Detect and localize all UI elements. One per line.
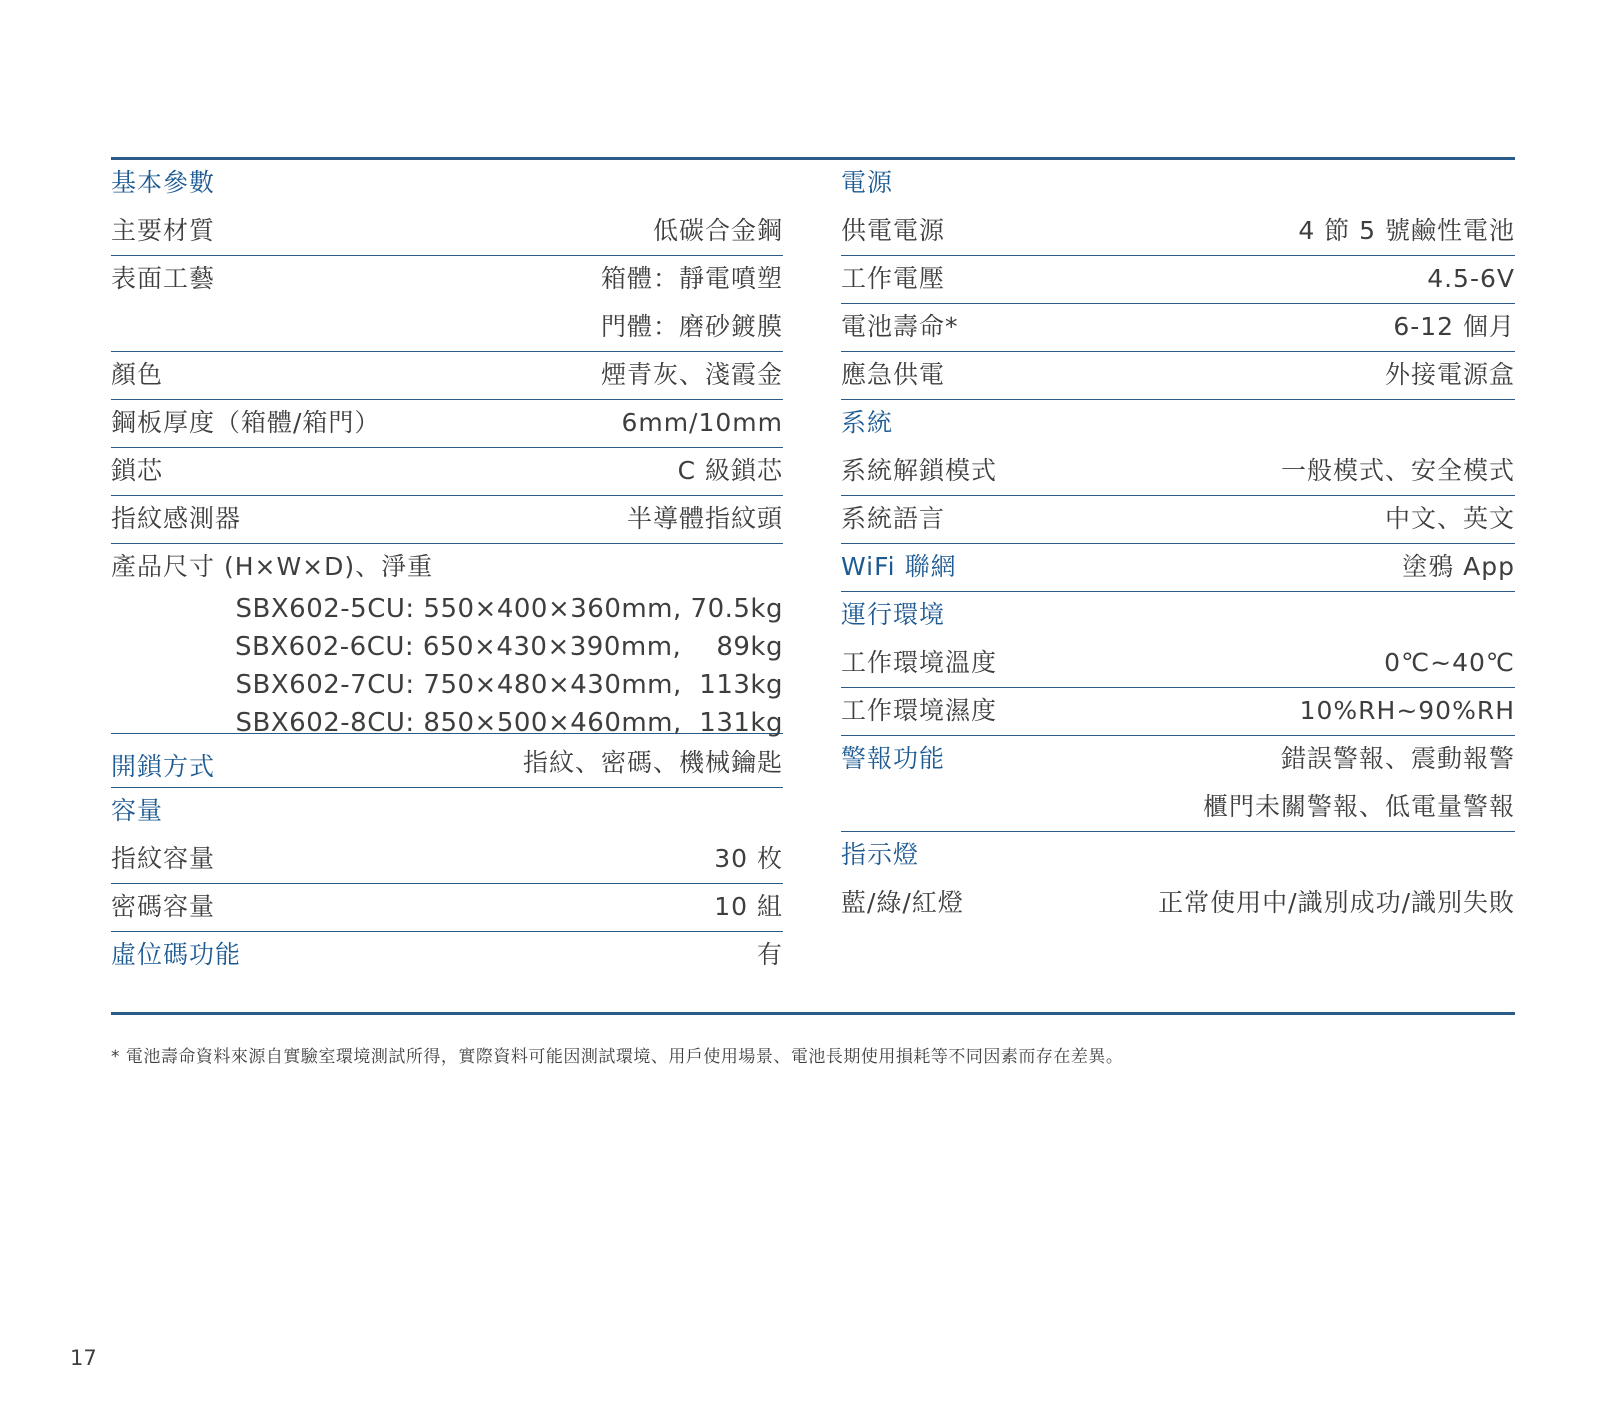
spec-row-virtual-code — [111, 932, 783, 980]
spec-value: 6-12 個月 — [1393, 312, 1515, 341]
spec-value: 有 — [756, 940, 783, 969]
spec-row-voltage — [841, 256, 1515, 304]
spec-value: 正常使用中/識別成功/識別失敗 — [1158, 888, 1515, 917]
spec-label: 產品尺寸 (H×W×D)、淨重 — [111, 552, 434, 581]
spec-row-unlock-mode — [841, 448, 1515, 496]
dimension-line: SBX602-5CU: 550×400×360mm, 70.5kg — [235, 594, 783, 624]
bottom-rule — [111, 1012, 1515, 1015]
spec-label: 工作環境溫度 — [841, 648, 998, 677]
section-header-indicator: 指示燈 — [841, 840, 920, 869]
spec-value: 10 組 — [714, 892, 783, 921]
spec-row-unlock-method — [111, 734, 783, 788]
spec-label: 密碼容量 — [111, 892, 216, 921]
dimension-line: SBX602-7CU: 750×480×430mm, 113kg — [235, 670, 783, 700]
spec-row-humidity — [841, 688, 1515, 736]
spec-value: 半導體指紋頭 — [626, 504, 783, 533]
spec-value: 塗鴉 App — [1402, 552, 1515, 581]
spec-value-group — [601, 264, 783, 360]
spec-value: 4.5-6V — [1427, 264, 1515, 293]
spec-label: 指紋容量 — [111, 844, 216, 873]
spec-row-emergency-power — [841, 352, 1515, 400]
spec-row-battery-life — [841, 304, 1515, 352]
spec-value: 4 節 5 號鹼性電池 — [1298, 216, 1515, 245]
spec-label: 虛位碼功能 — [111, 940, 242, 969]
spec-row-thickness — [111, 400, 783, 448]
spec-value: 門體：磨砂鍍膜 — [600, 312, 783, 341]
spec-value: 低碳合金鋼 — [652, 216, 783, 245]
section-header-environment: 運行環境 — [841, 600, 946, 629]
spec-label: 鎖芯 — [111, 456, 164, 485]
spec-label: 顏色 — [111, 360, 164, 389]
dimension-line: SBX602-6CU: 650×430×390mm, 89kg — [235, 632, 783, 662]
spec-row-temperature — [841, 640, 1515, 688]
spec-label: 藍/綠/紅燈 — [841, 888, 964, 917]
spec-value: 錯誤警報、震動報警 — [1280, 744, 1515, 773]
section-header-capacity: 容量 — [111, 796, 164, 825]
dimension-lines — [111, 590, 783, 742]
spec-row-fingerprint-sensor — [111, 496, 783, 544]
spec-value: 30 枚 — [714, 844, 783, 873]
spec-label: 供電電源 — [841, 216, 946, 245]
footnote: * 電池壽命資料來源自實驗室環境測試所得，實際資料可能因測試環境、用戶使用場景、電池長期使用損耗等不同因素而存在差異。 — [111, 1047, 1124, 1067]
spec-value: 櫃門未關警報、低電量警報 — [1202, 792, 1515, 821]
spec-row-material — [111, 208, 783, 256]
spec-row-language — [841, 496, 1515, 544]
spec-label: 系統解鎖模式 — [841, 456, 998, 485]
spec-row-wifi — [841, 544, 1515, 592]
spec-value: 6mm/10mm — [621, 408, 783, 437]
spec-label: 鋼板厚度（箱體/箱門） — [111, 408, 381, 437]
spec-label: 工作環境濕度 — [841, 696, 998, 725]
spec-label: 系統語言 — [841, 504, 946, 533]
spec-label: 警報功能 — [841, 744, 946, 773]
section-header-basic: 基本參數 — [111, 168, 216, 197]
spec-row-lock-core — [111, 448, 783, 496]
spec-row-power-supply — [841, 208, 1515, 256]
spec-value: 箱體：靜電噴塑 — [600, 264, 783, 293]
spec-label: 電池壽命* — [841, 312, 959, 341]
spec-label: 工作電壓 — [841, 264, 946, 293]
spec-row-fingerprint-capacity — [111, 836, 783, 884]
section-header-system: 系統 — [841, 408, 894, 437]
spec-row-alarm — [841, 736, 1515, 832]
spec-row-password-capacity — [111, 884, 783, 932]
page-number: 17 — [70, 1346, 97, 1370]
spec-row-color — [111, 352, 783, 400]
spec-label: 應急供電 — [841, 360, 946, 389]
spec-row-surface — [111, 256, 783, 352]
spec-row-lights — [841, 880, 1515, 928]
spec-label: 主要材質 — [111, 216, 216, 245]
spec-label: 表面工藝 — [111, 264, 216, 293]
dimension-line: SBX602-8CU: 850×500×460mm, 131kg — [235, 708, 783, 738]
spec-label: WiFi 聯網 — [841, 552, 957, 581]
spec-value-group — [1203, 744, 1515, 840]
spec-value: C 級鎖芯 — [677, 456, 783, 485]
left-spec-column — [111, 160, 783, 980]
spec-label: 開鎖方式 — [111, 752, 216, 781]
spec-value: 指紋、密碼、機械鑰匙 — [522, 748, 783, 777]
section-header-power: 電源 — [841, 168, 894, 197]
spec-value: 一般模式、安全模式 — [1280, 456, 1515, 485]
spec-value: 0℃~40℃ — [1384, 648, 1515, 677]
spec-value: 10%RH~90%RH — [1299, 696, 1515, 725]
spec-value: 中文、英文 — [1384, 504, 1515, 533]
spec-row-dimensions — [111, 544, 783, 738]
spec-label: 指紋感測器 — [111, 504, 242, 533]
spec-value: 煙青灰、淺霞金 — [600, 360, 783, 389]
spec-value: 外接電源盒 — [1384, 360, 1515, 389]
right-spec-column — [841, 160, 1515, 928]
